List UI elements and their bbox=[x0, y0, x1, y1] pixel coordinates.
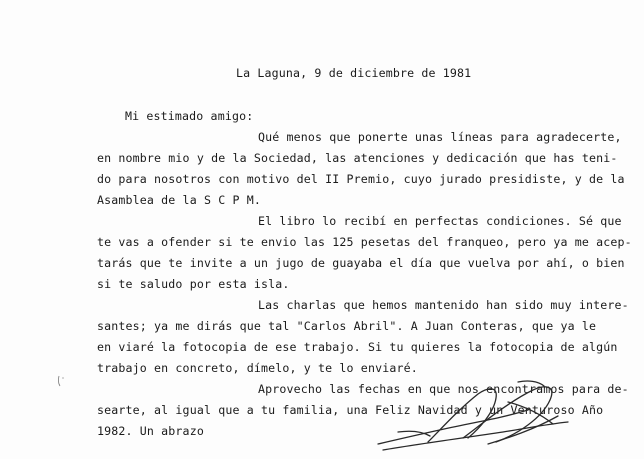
body-line-14: searte, al igual que a tu familia, una Feliz Navidad y un Venturoso Año bbox=[97, 403, 604, 417]
body-line-4: Asamblea de la S C P M. bbox=[97, 193, 261, 207]
body-line-12: trabajo en concreto, dímelo, y te lo enviaré. bbox=[97, 361, 418, 375]
body-line-2: en nombre mio y de la Sociedad, las atenciones y dedicación que has teni- bbox=[97, 151, 618, 165]
body-line-13: Aprovecho las fechas en que nos encontramos para de- bbox=[258, 382, 629, 396]
handwritten-signature bbox=[368, 372, 578, 457]
body-line-15: 1982. Un abrazo bbox=[97, 424, 204, 438]
body-line-7: tarás que te invite a un jugo de guayaba el día que vuelva por ahí, o bien bbox=[97, 256, 625, 270]
body-line-11: en viaré la fotocopia de ese trabajo. Si tu quieres la fotocopia de algún bbox=[97, 340, 618, 354]
body-line-8: si te saludo por esta isla. bbox=[97, 277, 290, 291]
body-line-6: te vas a ofender si te envio las 125 pesetas del franqueo, pero ya me acep- bbox=[97, 235, 632, 249]
margin-mark bbox=[56, 374, 66, 388]
body-line-5: El libro lo recibí en perfectas condiciones. Sé que bbox=[258, 214, 622, 228]
body-line-1: Qué menos que ponerte unas líneas para agradecerte, bbox=[258, 130, 622, 144]
body-line-10: santes; ya me dirás que tal "Carlos Abril". A Juan Conteras, que ya le bbox=[97, 319, 597, 333]
date-line: La Laguna, 9 de diciembre de 1981 bbox=[236, 66, 472, 80]
body-line-9: Las charlas que hemos mantenido han sido muy intere- bbox=[258, 298, 629, 312]
body-line-3: do para nosotros con motivo del II Premio, cuyo jurado presidiste, y de la bbox=[97, 172, 625, 186]
salutation: Mi estimado amigo: bbox=[125, 109, 254, 123]
